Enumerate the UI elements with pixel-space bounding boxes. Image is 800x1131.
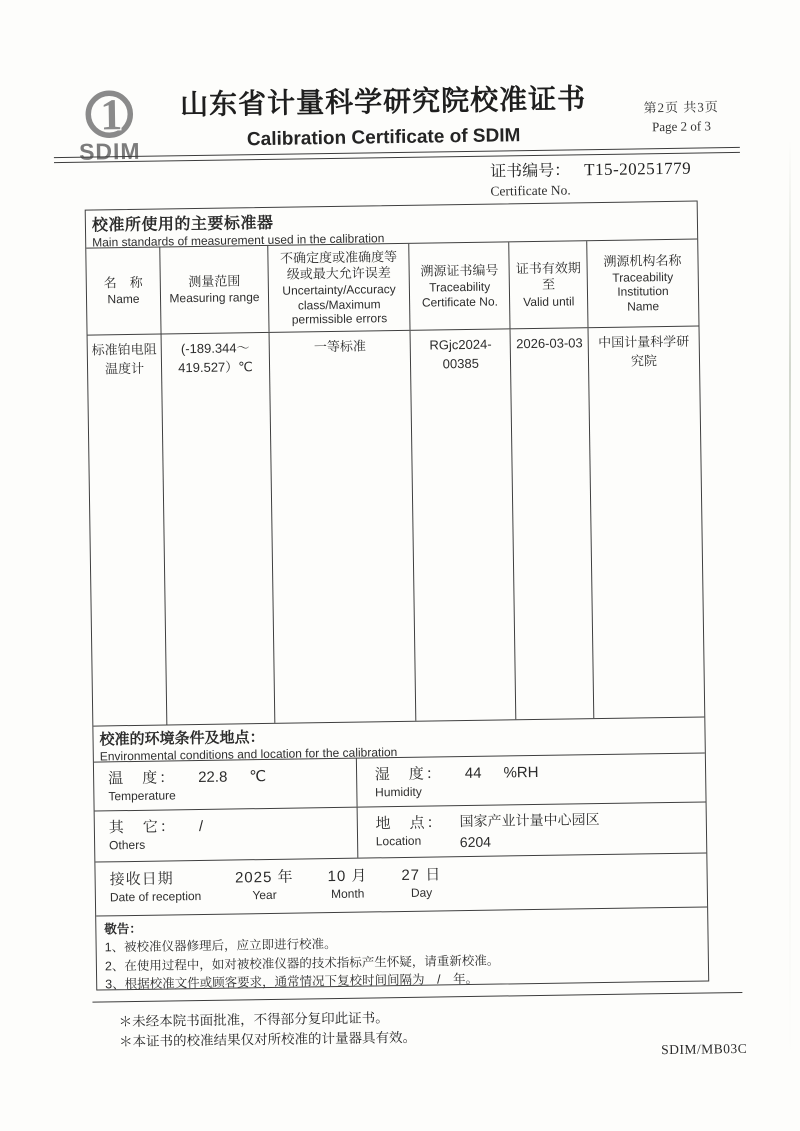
reception-label-zh: 接收日期 (109, 870, 174, 889)
temperature-cell (94, 759, 357, 811)
page-indicator-en: Page 2 of 3 (651, 118, 712, 135)
standards-title-en: Main standards of measurement used in the calibration (92, 231, 385, 250)
certificate-body-table (85, 201, 710, 991)
notice-item-1: 1、被校准仪器修理后，应立即进行校准。 (104, 937, 337, 955)
humidity-cell (357, 753, 706, 806)
footnote-2: ＊本证书的校准结果仅对所校准的计量器具有效。 (118, 1029, 417, 1049)
location-cell (357, 802, 706, 857)
standards-table-header (86, 240, 698, 336)
certificate-number-label: 证书编号： (490, 162, 571, 181)
col-header-valid-until: 证书有效期 至 Valid until (510, 241, 589, 328)
footnote-1: ＊未经本院书面批准，不得部分复印此证书。 (118, 1010, 389, 1030)
svg-text:1: 1 (99, 90, 123, 140)
humidity-unit: %RH (503, 763, 539, 782)
col-header-traceability-cert-no: 溯源证书编号 Traceability Certificate No. (409, 242, 510, 329)
cell-traceability-cert-no: RGjc2024-00385 (411, 329, 517, 720)
sdim-logo-icon (57, 85, 162, 145)
others-cell (95, 808, 358, 862)
reception-day: 27 日 Day (401, 866, 442, 900)
certificate-number-block (490, 156, 692, 200)
col-header-name: 名 称 Name (86, 248, 161, 335)
logo-word: SDIM (78, 137, 141, 165)
others-value: / (198, 817, 204, 836)
page-indicator (621, 96, 742, 136)
humidity-value: 44 (464, 764, 482, 783)
scanned-page-edge (789, 140, 791, 1060)
certificate-title-zh: 山东省计量科学研究院校准证书 (179, 84, 587, 122)
environment-title-zh: 校准的环境条件及地点： (99, 729, 265, 749)
reception-month: 10 月 Month (327, 867, 368, 902)
cell-measuring-range: (-189.344～ 419.527）℃ (161, 333, 275, 725)
temperature-label-en: Temperature (108, 788, 176, 804)
certificate-title-en: Calibration Certificate of SDIM (246, 125, 521, 151)
notice-section (96, 907, 708, 992)
location-value: 国家产业计量中心园区 6204 (459, 811, 600, 851)
humidity-label-zh: 湿 度： (374, 765, 443, 784)
sdim-logo (57, 85, 162, 166)
notice-item-3: 3、根据校准文件或顾客要求，通常情况下复校时间间隔为 / 年。 (105, 971, 479, 992)
cell-institution: 中国计量科学研 究院 (598, 333, 690, 369)
col-header-uncertainty: 不确定度或准确度等 级或最大允许误差 Uncertainty/Accuracy class/Maximum permissible errors (268, 244, 410, 332)
temperature-unit: ℃ (249, 768, 267, 786)
temperature-value: 22.8 (198, 768, 228, 787)
form-code: SDIM/MB03C (661, 1040, 748, 1058)
notice-item-2: 2、在使用过程中，如对被校准仪器的技术指标产生怀疑，请重新校准。 (104, 953, 500, 973)
cell-standard-name: 标准铂电阻 温度计 (88, 335, 168, 726)
reception-label-en: Date of reception (109, 888, 202, 905)
standards-table-row (88, 327, 705, 727)
temperature-label-zh: 温 度： (108, 769, 177, 788)
page-indicator-zh: 第2页 共3页 (643, 99, 719, 116)
location-label-en: Location (375, 833, 422, 849)
others-label-zh: 其 它： (108, 818, 178, 837)
environment-title-en: Environmental conditions and location for the calibration (99, 745, 398, 764)
reception-date-row (95, 853, 707, 916)
certificate-title-block (151, 77, 616, 153)
notice-title: 敬告： (104, 921, 142, 937)
footnotes (119, 1008, 417, 1052)
certificate-number-value: T15-20251779 (584, 158, 692, 180)
cell-uncertainty: 一等标准 (270, 331, 417, 723)
certificate-number-label-en: Certificate No. (490, 182, 571, 199)
reception-year: 2025 年 Year (234, 868, 294, 903)
others-label-en: Others (109, 837, 146, 853)
location-label-zh: 地 点： (375, 814, 444, 833)
reception-label (109, 867, 201, 915)
cell-valid-until: 2026-03-03 (511, 328, 594, 719)
humidity-label-en: Humidity (374, 784, 422, 800)
standards-title-zh: 校准所使用的主要标准器 (91, 214, 274, 235)
environment-row-others-location (95, 802, 707, 862)
col-header-measuring-range: 测量范围 Measuring range (160, 246, 269, 334)
col-header-traceability-institution: 溯源机构名称 Traceability Institution Name (603, 252, 682, 314)
footer-divider (92, 992, 742, 1003)
